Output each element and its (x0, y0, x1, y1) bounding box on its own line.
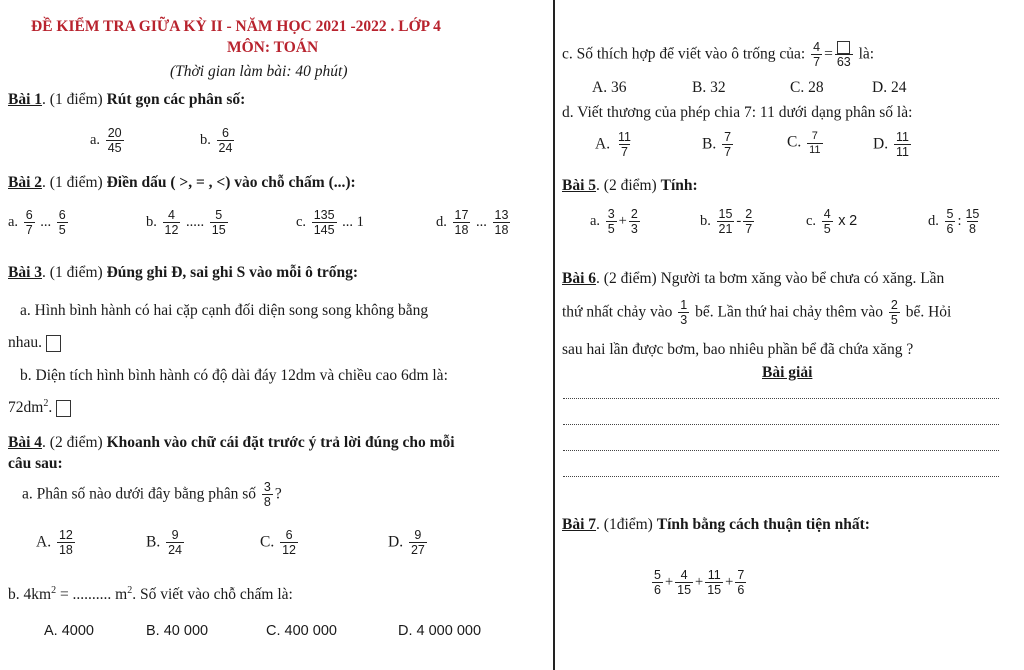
bai2-d-n1: 17 (454, 208, 469, 222)
option-letter: D. (388, 533, 404, 551)
bai6-heading: Bài 6 (562, 270, 597, 287)
bai6-text2b: bể. Lần thứ hai chảy thêm vào (695, 303, 884, 321)
bai5-c-n1: 4 (823, 207, 831, 221)
bai4-qb-mid: = .......... m (56, 586, 128, 604)
bai6-text1: Người ta bơm xăng vào bể chưa có xăng. Lần (660, 270, 945, 287)
bai2-c-d1: 145 (313, 223, 335, 238)
bai5-d-op: : (957, 213, 962, 230)
bai4-heading: Bài 4 (8, 434, 43, 451)
bai2-c-label: c. (296, 214, 307, 231)
option-letter: B. (146, 533, 161, 551)
bai4-qc-blank-box[interactable] (837, 41, 850, 54)
bai4-qc (562, 40, 874, 70)
bai4-qb-sup2: 2 (127, 585, 133, 596)
bai7-op: + (695, 574, 704, 591)
bai2-b-blank: ..... (186, 214, 205, 231)
bai2-c-n1: 135 (313, 208, 335, 222)
bai6-n2: 2 (890, 298, 898, 312)
bai5-a-d1: 5 (607, 222, 615, 237)
bai3-b-end: . (48, 399, 53, 417)
bai2-a-d1: 7 (25, 223, 33, 238)
bai2-a-blank: ... (40, 214, 52, 231)
bai4-qc-option-d[interactable]: D. 24 (872, 79, 907, 96)
option-num: 12 (58, 528, 73, 542)
bai5-a-op: + (618, 213, 627, 230)
bai6-n1: 1 (680, 298, 688, 312)
bai2-c (296, 208, 364, 238)
bai6-d1: 3 (680, 313, 688, 328)
bai2-b (146, 208, 230, 238)
bai7-term2-num: 4 (680, 568, 688, 582)
bai4-qc-option-c[interactable]: C. 28 (790, 79, 824, 96)
bai4-qa-den: 8 (263, 495, 271, 510)
bai3-b-line2 (8, 398, 71, 417)
bai3-heading-line (8, 264, 358, 282)
bai7-term4-num: 7 (737, 568, 745, 582)
bai5-d-n1: 5 (946, 207, 954, 221)
bai4-qa (22, 480, 282, 510)
bai4-qb-start: b. 4km (8, 586, 52, 604)
bai1-task: Rút gọn các phân số: (106, 91, 246, 108)
bai5-c-d1: 5 (823, 222, 831, 237)
bai7-term2-den: 15 (677, 583, 692, 598)
bai2-b-label: b. (146, 214, 157, 231)
bai2-heading: Bài 2 (8, 174, 43, 191)
bai2-b-n2: 5 (215, 208, 223, 222)
bai6-solution-heading: Bài giải (762, 364, 813, 381)
bai2-task: Điền dấu ( >, = , <) vào chỗ chấm (...): (106, 174, 356, 191)
bai4-task-line2: câu sau: (8, 455, 63, 472)
bai4-points: . (2 điểm) (42, 434, 103, 451)
bai3-a-line1: a. Hình bình hành có hai cặp cạnh đối diện song song không bằng (20, 302, 429, 319)
bai2-a-d2: 5 (58, 223, 66, 238)
option-num: 11 (895, 130, 909, 144)
time-limit: (Thời gian làm bài: 40 phút) (170, 63, 348, 80)
bai6-line3: sau hai lần được bơm, bao nhiêu phần bể đã chứa xăng ? (562, 341, 914, 358)
option-den: 12 (282, 543, 296, 558)
bai6-d2: 5 (890, 313, 898, 328)
bai4-qa-option-a[interactable] (36, 528, 77, 558)
bai2-heading-line (8, 174, 356, 192)
option-den: 11 (809, 143, 821, 156)
bai4-qc-eq: = (824, 45, 833, 63)
bai6-line1 (562, 270, 944, 288)
bai6-text2c: bể. Hỏi (905, 303, 952, 321)
bai3-b-line1: b. Diện tích hình bình hành có độ dài đáy 12dm và chiều cao 6dm là: (20, 367, 448, 384)
option-den: 18 (58, 543, 73, 558)
bai5-b (700, 207, 756, 237)
bai2-a-n1: 6 (25, 208, 33, 222)
answer-line[interactable] (563, 476, 999, 477)
bai2-d-label: d. (436, 214, 447, 231)
bai2-d (436, 208, 512, 238)
bai2-d-d2: 18 (494, 223, 509, 238)
bai2-a (8, 208, 70, 238)
bai3-a-line2 (8, 334, 61, 352)
bai7-op: + (725, 574, 734, 591)
option-letter: C. (260, 533, 275, 551)
bai6-line2 (562, 298, 951, 328)
bai5-a-n2: 2 (630, 207, 638, 221)
bai1-b-num: 6 (221, 126, 229, 140)
bai5-b-n2: 2 (745, 207, 753, 221)
bai5-a-n1: 3 (607, 207, 615, 221)
option-den: 27 (410, 543, 425, 558)
bai2-d-blank: ... (476, 214, 487, 231)
bai5-a-d2: 3 (630, 222, 638, 237)
bai5-d-n2: 15 (965, 207, 980, 221)
bai2-d-n2: 13 (494, 208, 509, 222)
bai5-d-d1: 6 (946, 222, 954, 237)
bai5-heading-line (562, 177, 698, 195)
bai4-qa-option-b[interactable] (146, 528, 186, 558)
bai1-b-label: b. (200, 132, 211, 149)
bai4-qb-option-c[interactable]: C. 400 000 (266, 623, 337, 639)
bai1-a-label: a. (90, 132, 101, 149)
bai2-d-d1: 18 (454, 223, 469, 238)
option-den: 11 (895, 145, 909, 160)
bai7-term1-den: 6 (654, 583, 661, 598)
bai2-b-n1: 4 (167, 208, 175, 222)
bai5-c (806, 207, 857, 237)
bai4-qa-text: a. Phân số nào dưới đây bằng phân số (22, 485, 256, 503)
bai1-b (200, 126, 236, 156)
bai5-a (590, 207, 642, 237)
option-den: 7 (724, 145, 732, 160)
bai4-qd-option-c[interactable] (787, 130, 825, 156)
bai2-a-label: a. (8, 214, 19, 231)
option-num: 6 (285, 528, 293, 542)
bai4-qb-sup1: 2 (51, 585, 57, 596)
bai1-a-num: 20 (107, 126, 122, 140)
bai3-heading: Bài 3 (8, 264, 43, 281)
option-den: 7 (620, 145, 628, 160)
answer-line[interactable] (563, 424, 999, 425)
subject-title: MÔN: TOÁN (227, 39, 319, 56)
bai7-task: Tính bằng cách thuận tiện nhất: (656, 516, 870, 533)
bai7-term3-num: 11 (707, 568, 721, 582)
bai5-c-rest: 2 (849, 213, 858, 230)
option-letter: A. (36, 533, 52, 551)
bai2-b-d1: 12 (164, 223, 179, 238)
bai4-task-line1: Khoanh vào chữ cái đặt trước ý trả lời đúng cho mỗi (106, 434, 455, 451)
bai5-heading: Bài 5 (562, 177, 597, 194)
bai5-b-d2: 7 (745, 222, 753, 237)
bai4-qc-num: 4 (813, 40, 821, 54)
bai1-a (90, 126, 126, 156)
bai4-qd-option-a[interactable] (595, 130, 635, 160)
bai7-term4-den: 6 (737, 583, 745, 598)
bai1-b-den: 24 (218, 141, 233, 156)
bai2-a-n2: 6 (58, 208, 66, 222)
bai7-term3-den: 15 (707, 583, 722, 598)
bai5-c-op: x (838, 213, 846, 230)
bai5-b-label: b. (700, 213, 711, 230)
option-num: 7 (724, 130, 732, 144)
bai4-qb-option-a[interactable]: A. 4000 (44, 623, 94, 639)
bai4-qb-end: . Số viết vào chỗ chấm là: (132, 586, 293, 604)
bai4-qb-option-d[interactable]: D. 4 000 000 (398, 623, 482, 639)
bai4-qc-option-b[interactable]: B. 32 (692, 79, 726, 96)
bai5-d (928, 207, 983, 237)
bai5-c-label: c. (806, 213, 817, 230)
bai4-qa-option-d[interactable] (388, 528, 429, 558)
bai5-d-d2: 8 (968, 222, 976, 237)
bai7-expression (650, 568, 748, 598)
bai4-qd-option-d[interactable] (873, 130, 913, 160)
option-letter: B. (702, 135, 717, 153)
option-num: 9 (171, 528, 179, 542)
option-num: 7 (811, 130, 818, 142)
option-num: 11 (617, 130, 631, 144)
bai7-heading-line (562, 516, 870, 534)
bai7-op: + (664, 574, 674, 591)
bai4-qd-text: d. Viết thương của phép chia 7: 11 dưới dạng phân số là: (562, 104, 913, 121)
bai2-b-d2: 15 (211, 223, 226, 238)
bai4-qd-option-b[interactable] (702, 130, 735, 160)
bai5-task: Tính: (660, 177, 698, 194)
option-letter: D. (873, 135, 889, 153)
bai2-c-rest: ... 1 (342, 214, 364, 231)
bai4-qb (8, 585, 293, 604)
bai3-b-value: 72dm (8, 399, 44, 417)
bai4-qa-option-c[interactable] (260, 528, 300, 558)
bai4-qc-den: 7 (813, 55, 821, 70)
bai4-qc-text: c. Số thích hợp để viết vào ô trống của: (562, 45, 806, 63)
bai3-a-answer-box[interactable] (46, 335, 61, 352)
bai3-b-sup: 2 (43, 398, 49, 409)
bai4-qa-num: 3 (263, 480, 271, 494)
bai7-points: . (1điểm) (596, 516, 653, 533)
option-den: 24 (168, 543, 182, 558)
bai4-qb-option-b[interactable]: B. 40 000 (146, 623, 209, 639)
bai5-b-op: - (736, 213, 742, 230)
bai5-b-d1: 21 (718, 222, 733, 237)
bai1-points: . (1 điểm) (42, 91, 103, 108)
bai3-points: . (1 điểm) (42, 264, 103, 281)
answer-line[interactable] (563, 398, 999, 399)
bai3-task: Đúng ghi Đ, sai ghi S vào mỗi ô trống: (106, 264, 359, 281)
bai5-d-label: d. (928, 213, 939, 230)
bai1-a-den: 45 (107, 141, 122, 156)
bai7-heading: Bài 7 (562, 516, 597, 533)
exam-title: ĐỀ KIỂM TRA GIỮA KỲ II - NĂM HỌC 2021 -2022 . LỚP 4 (31, 18, 441, 35)
bai4-heading-line (8, 434, 455, 452)
bai3-b-answer-box[interactable] (56, 400, 71, 417)
column-divider (553, 0, 555, 670)
bai4-qc-option-a[interactable]: A. 36 (592, 79, 627, 96)
bai4-qc-end: là: (858, 45, 875, 63)
option-letter: C. (787, 133, 802, 151)
option-num: 9 (414, 528, 422, 542)
bai5-a-label: a. (590, 213, 601, 230)
bai1-heading: Bài 1 (8, 91, 43, 108)
bai3-a-text: nhau. (8, 334, 43, 351)
bai5-points: . (2 điểm) (596, 177, 657, 194)
answer-line[interactable] (563, 450, 999, 451)
bai4-qc-den2: 63 (836, 55, 851, 70)
option-letter: A. (595, 135, 611, 153)
bai6-points: . (2 điểm) (596, 270, 657, 287)
bai1-heading-line (8, 91, 245, 109)
bai6-text2a: thứ nhất chảy vào (562, 303, 673, 321)
bai5-b-n1: 15 (718, 207, 733, 221)
bai2-points: . (1 điểm) (42, 174, 103, 191)
bai4-qa-end: ? (274, 485, 282, 503)
bai7-term1-num: 5 (654, 568, 661, 582)
